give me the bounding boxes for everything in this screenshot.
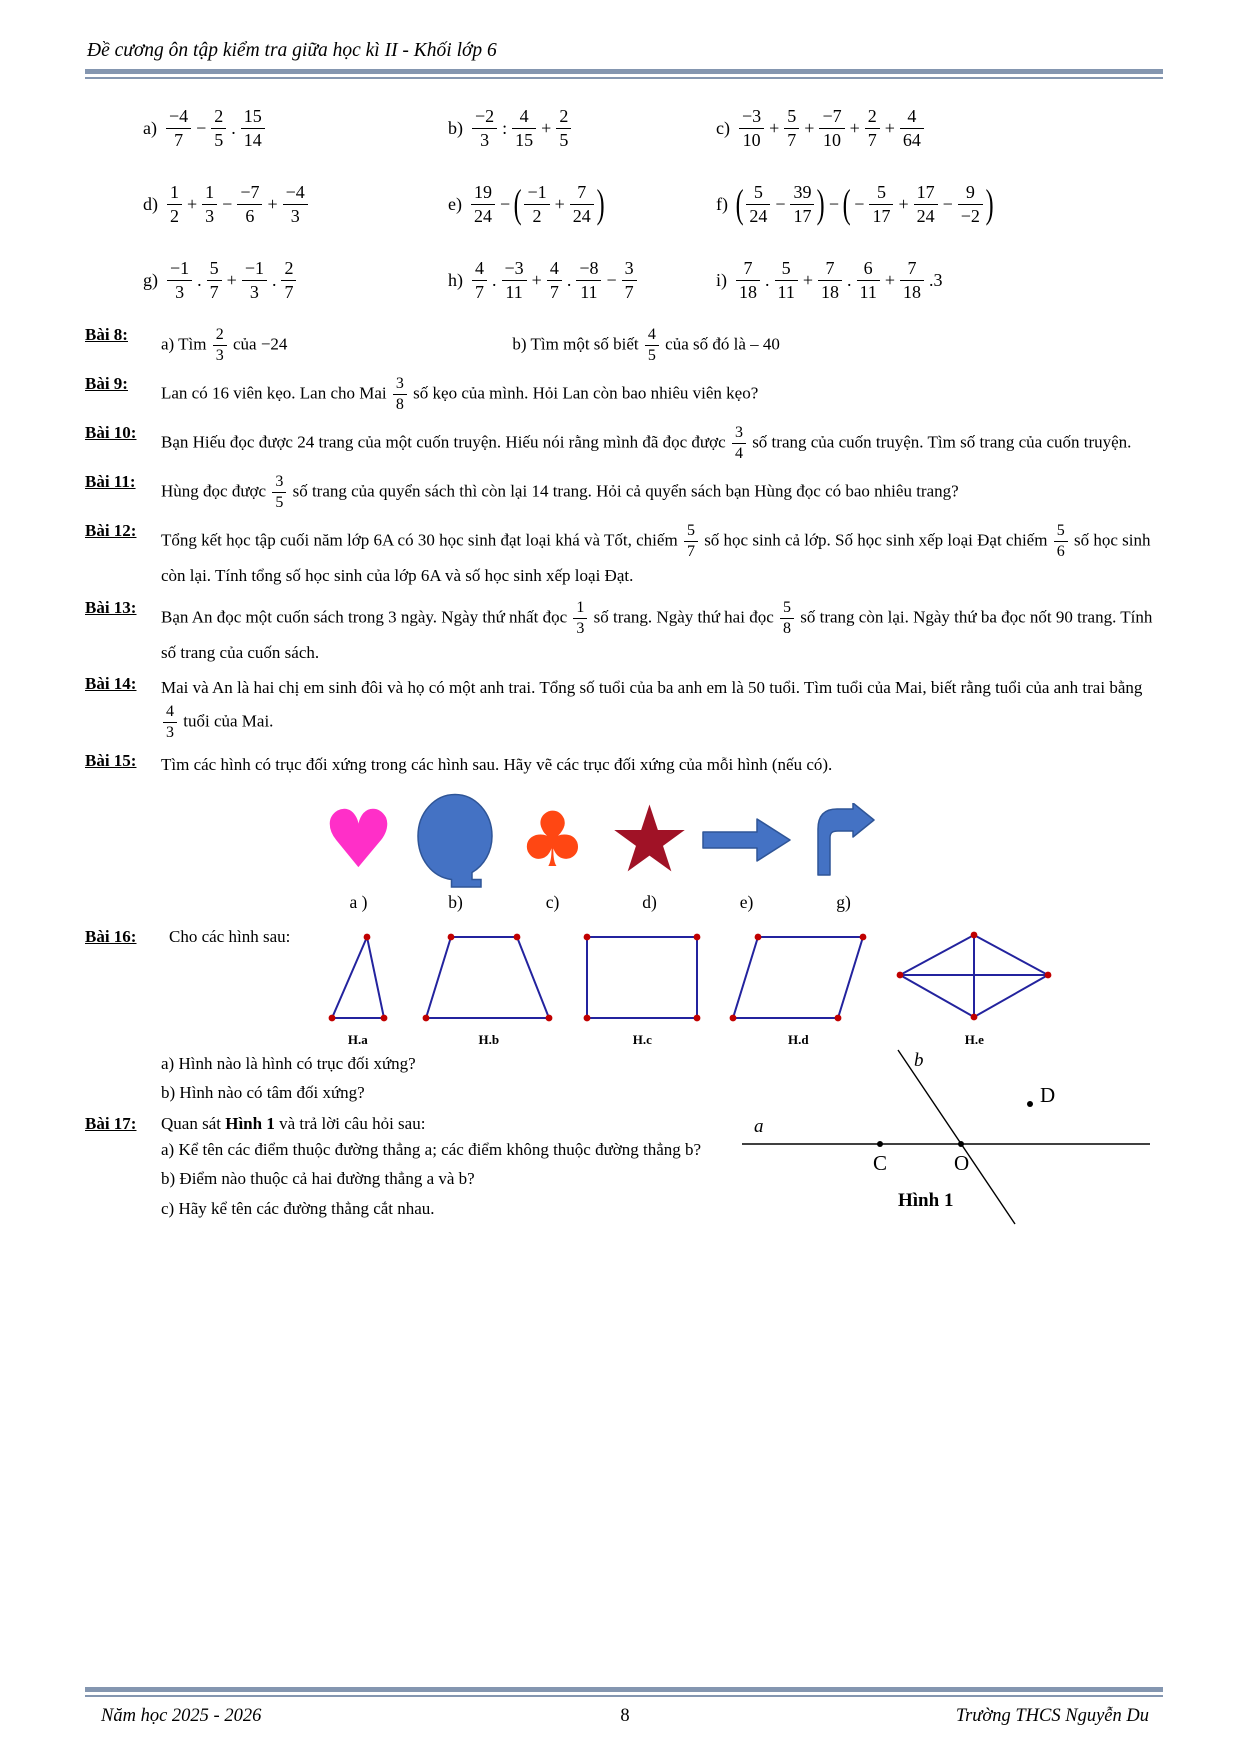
- exercise-label: a): [143, 117, 157, 138]
- problem-text: [161, 521, 1163, 590]
- text-token: b) Tìm một số biết: [512, 334, 643, 354]
- exercise-expression: [470, 105, 573, 151]
- fraction: $\frac{3}{7}$: [622, 257, 637, 303]
- fraction: $\frac{19}{24}$: [471, 181, 495, 227]
- exercise-label: i): [716, 269, 727, 290]
- text-token: +: [802, 269, 813, 290]
- footer-rule: [85, 1687, 1163, 1697]
- problem-text: [161, 472, 1163, 513]
- fraction: $\frac{39}{17}$: [790, 181, 814, 227]
- problem-bai10: [85, 423, 1163, 464]
- fraction: $\frac{9}{-2}$: [958, 181, 983, 227]
- problem-label: Bài 9:: [85, 374, 128, 393]
- figure-parallelogram: [728, 931, 868, 1048]
- text-token: Lan có 16 viên kẹo. Lan cho Mai: [161, 383, 391, 403]
- figure-label: H.a: [347, 1032, 368, 1048]
- fraction: $\frac{1}{3}$: [573, 598, 587, 639]
- text-token: +: [884, 269, 895, 290]
- fraction: $\frac{2}{7}$: [865, 105, 880, 151]
- parenthesis: (: [735, 181, 744, 226]
- shape-cell-a: [310, 792, 407, 888]
- exercise-label: d): [143, 193, 158, 214]
- text-token: +: [884, 117, 895, 138]
- point-c-dot: [877, 1141, 883, 1147]
- problem-text: [161, 423, 1163, 464]
- figure-label: H.c: [632, 1032, 652, 1048]
- exercise-expression: [734, 257, 946, 303]
- text-token: +: [898, 193, 909, 214]
- text-token: số kẹo của mình. Hỏi Lan còn bao nhiêu viên kẹo?: [408, 383, 759, 403]
- parenthesis: ): [817, 181, 826, 226]
- fraction: $\frac{3}{8}$: [393, 374, 407, 415]
- hinh1-caption: Hình 1: [898, 1189, 954, 1211]
- exercise-b: [448, 105, 716, 151]
- problem-text: [161, 598, 1163, 667]
- text-token: .: [197, 269, 202, 290]
- fraction: $\frac{3}{5}$: [272, 472, 286, 513]
- text-token: Tổng kết học tập cuối năm lớp 6A có 30 học sinh đạt loại khá và Tốt, chiếm: [161, 530, 682, 550]
- problem-text: [161, 374, 1163, 415]
- exercise-g: [143, 257, 448, 303]
- text-token: −: [942, 193, 953, 214]
- page-title: Đề cương ôn tập kiểm tra giữa học kì II - Khối lớp 6: [87, 40, 497, 61]
- text-token: −: [499, 193, 511, 214]
- bai17-question-c: c) Hãy kể tên các đường thẳng cắt nhau.: [161, 1198, 435, 1218]
- text-token: .: [765, 269, 770, 290]
- text-token: số trang. Ngày thứ hai đọc: [589, 606, 778, 626]
- shape-cell-d: [601, 786, 698, 894]
- header-rule: [85, 69, 1163, 79]
- problem-label: Bài 12:: [85, 521, 137, 540]
- bai17-question-b: b) Điểm nào thuộc cả hai đường thẳng a và b?: [161, 1169, 475, 1189]
- bent-arrow-icon: [811, 803, 877, 877]
- symmetry-shapes-row: [310, 786, 895, 894]
- bai16-question-a: a) Hình nào là hình có trục đối xứng?: [161, 1054, 416, 1074]
- problem-text: [161, 325, 1163, 366]
- text-token: −: [854, 193, 865, 214]
- fraction: $\frac{17}{24}$: [914, 181, 938, 227]
- shape-cell-b: [407, 792, 504, 888]
- bai16-figures: [320, 927, 1054, 1048]
- fraction: $\frac{5}{7}$: [784, 105, 799, 151]
- word-problems: [85, 325, 1163, 778]
- shape-cell-c: [504, 792, 601, 888]
- line-b-label: b: [914, 1049, 924, 1071]
- shape-cell-e: [698, 792, 795, 888]
- fraction: $\frac{2}{5}$: [556, 105, 571, 151]
- page-header: [85, 40, 1163, 79]
- problem-label: Bài 10:: [85, 423, 137, 442]
- text-token: Mai và An là hai chị em sinh đôi và họ có một anh trai. Tổng số tuổi của ba anh em là 50 tuổi. Tìm tuổi của Mai, biết rằng tuổi của anh trai bằng: [161, 678, 1147, 698]
- text-token: −: [606, 269, 617, 290]
- heart-icon: ♥: [322, 793, 395, 887]
- fraction: $\frac{4}{64}$: [900, 105, 924, 151]
- problem-bai12: [85, 521, 1163, 590]
- problem-text: [161, 751, 1096, 779]
- fraction: $\frac{3}{4}$: [732, 423, 746, 464]
- fraction-exercise-row: [85, 167, 1163, 241]
- fraction: $\frac{-3}{10}$: [739, 105, 764, 151]
- figure-label: H.b: [478, 1032, 500, 1048]
- point-c-label: C: [873, 1150, 888, 1175]
- shape-cell-g: [795, 792, 892, 888]
- text-token: .: [492, 269, 497, 290]
- text-token: số trang của cuốn truyện. Tìm số trang của cuốn truyện.: [747, 432, 1132, 452]
- shape-label-g: g): [836, 892, 851, 913]
- fraction: $\frac{-2}{3}$: [472, 105, 497, 151]
- exercise-label: e): [448, 193, 462, 214]
- text-token: Tìm các hình có trục đối xứng trong các hình sau. Hãy vẽ các trục đối xứng của mỗi hình (nếu có).: [161, 754, 833, 774]
- text-token: +: [541, 117, 552, 138]
- bai16-intro: Cho các hình sau:: [169, 927, 291, 947]
- text-token: số trang của quyển sách thì còn lại 14 trang. Hỏi cả quyển sách bạn Hùng đọc có bao nhiêu trang?: [288, 481, 959, 501]
- problem-bai14: [85, 674, 1163, 743]
- problem-bai9: [85, 374, 1163, 415]
- problem-bai8: [85, 325, 1163, 366]
- figure-label: H.d: [788, 1032, 809, 1048]
- problem-label: Bài 16:: [85, 927, 137, 947]
- exercise-expression: [469, 181, 605, 227]
- fraction: $\frac{-8}{11}$: [576, 257, 601, 303]
- text-token: a) Tìm: [161, 334, 211, 354]
- fraction: $\frac{7}{18}$: [900, 257, 924, 303]
- point-o-dot: [958, 1141, 964, 1147]
- text-token: .: [847, 269, 852, 290]
- figure-rectangle: [582, 931, 702, 1048]
- text-token: Hùng đọc được: [161, 481, 271, 501]
- text-token: số trang còn lại. Ngày thứ ba đọc nốt 90 trang. Tính số trang của cuốn sách.: [161, 606, 1157, 662]
- shape-label-a: a ): [349, 892, 368, 913]
- problem-bai15: [85, 751, 1163, 779]
- text-token: +: [849, 117, 860, 138]
- fraction: $\frac{-7}{6}$: [237, 181, 262, 227]
- document-content: [85, 79, 1163, 1680]
- text-token: :: [502, 117, 508, 138]
- fraction: $\frac{1}{2}$: [167, 181, 182, 227]
- text-token: tuổi của Mai.: [179, 711, 274, 730]
- fraction: $\frac{-1}{3}$: [167, 257, 192, 303]
- page-footer: [85, 1680, 1163, 1727]
- bai17-intro-suffix: và trả lời câu hỏi sau:: [274, 1113, 426, 1133]
- shape-label-e: e): [739, 892, 754, 913]
- text-token: Bạn Hiếu đọc được 24 trang của một cuốn truyện. Hiếu nói rằng mình đã đọc được: [161, 432, 730, 452]
- problem-label: Bài 13:: [85, 597, 137, 617]
- shape-label-d: d): [642, 892, 657, 913]
- footer-school-name: Trường THCS Nguyễn Du: [955, 1706, 1149, 1726]
- exercise-a: [143, 105, 448, 151]
- fraction-exercise-row: [85, 91, 1163, 165]
- bai17-intro-figure-ref: Hình 1: [225, 1113, 275, 1133]
- bai17-question-a: a) Kể tên các điểm thuộc đường thẳng a; các điểm không thuộc đường thẳng b?: [161, 1139, 702, 1159]
- text-token: của −24: [228, 334, 288, 354]
- fraction-exercises: [85, 91, 1163, 317]
- fraction: $\frac{2}{5}$: [211, 105, 226, 151]
- symmetry-shapes-block: [310, 786, 895, 913]
- text-token: −: [222, 193, 233, 214]
- exercise-label: h): [448, 269, 463, 290]
- bai16-question-b: b) Hình nào có tâm đối xứng?: [161, 1083, 365, 1103]
- text-token: .: [271, 269, 277, 290]
- figure-triangle: [320, 931, 395, 1048]
- fraction: $\frac{5}{24}$: [746, 181, 770, 227]
- text-token: +: [554, 193, 565, 214]
- problem-bai13: [85, 598, 1163, 667]
- footer-school-year: Năm học 2025 - 2026: [101, 1706, 262, 1726]
- exercise-label: b): [448, 117, 463, 138]
- fraction: $\frac{-4}{7}$: [166, 105, 191, 151]
- text-token: .3: [929, 269, 943, 290]
- exercise-expression: [470, 257, 639, 303]
- club-icon: ♣: [518, 795, 587, 885]
- star-icon: ★: [608, 786, 691, 894]
- text-token: +: [187, 193, 198, 214]
- exercise-label: g): [143, 269, 158, 290]
- text-token: +: [769, 117, 780, 138]
- exercise-i: [716, 257, 1163, 303]
- text-token: −: [828, 193, 839, 214]
- fraction: $\frac{2}{3}$: [213, 325, 227, 366]
- text-token: +: [226, 269, 237, 290]
- problem-label: Bài 14:: [85, 674, 137, 694]
- fraction: $\frac{4}{3}$: [163, 702, 177, 743]
- fraction: $\frac{-7}{10}$: [819, 105, 844, 151]
- fraction: $\frac{15}{14}$: [241, 105, 265, 151]
- speech-bubble-icon: [415, 791, 497, 889]
- fraction: $\frac{5}{11}$: [775, 257, 798, 303]
- exercise-expression: [735, 181, 994, 227]
- text-token: +: [267, 193, 278, 214]
- problem-label: Bài 15:: [85, 750, 137, 770]
- line-a-label: a: [754, 1115, 764, 1137]
- exercise-d: [143, 181, 448, 227]
- fraction: $\frac{4}{7}$: [472, 257, 487, 303]
- text-token: +: [804, 117, 815, 138]
- fraction: $\frac{2}{7}$: [281, 257, 296, 303]
- exercise-e: [448, 181, 716, 227]
- fraction: $\frac{5}{8}$: [780, 598, 794, 639]
- fraction: $\frac{-1}{3}$: [242, 257, 267, 303]
- bai17-intro-prefix: Quan sát: [161, 1113, 226, 1133]
- fraction: $\frac{-3}{11}$: [502, 257, 527, 303]
- exercise-label: f): [716, 193, 728, 214]
- problem-label: Bài 17:: [85, 1113, 137, 1133]
- fraction: $\frac{4}{7}$: [547, 257, 562, 303]
- point-d-dot: [1027, 1101, 1033, 1107]
- fraction: $\frac{5}{17}$: [869, 181, 893, 227]
- footer-page-number: 8: [620, 1706, 630, 1726]
- exercise-expression: [737, 105, 926, 151]
- hinh1-figure: [730, 1044, 1160, 1234]
- fraction: $\frac{5}{7}$: [684, 521, 698, 562]
- fraction: $\frac{7}{18}$: [818, 257, 842, 303]
- text-token: −: [196, 117, 207, 138]
- symmetry-shape-labels: [310, 892, 895, 913]
- problem-label: Bài 8:: [85, 325, 128, 344]
- exercise-expression: [165, 257, 298, 303]
- fraction: $\frac{5}{6}$: [1054, 521, 1068, 562]
- parenthesis: (: [513, 181, 522, 226]
- fraction-exercise-row: [85, 243, 1163, 317]
- point-o-label: O: [954, 1150, 970, 1175]
- problem-text: [161, 674, 1163, 743]
- text-token: số học sinh còn lại. Tính tổng số học sinh của lớp 6A và số học sinh xếp loại Đạt.: [161, 530, 1155, 585]
- fraction: $\frac{6}{11}$: [857, 257, 880, 303]
- fraction: $\frac{4}{15}$: [512, 105, 536, 151]
- point-d-label: D: [1040, 1082, 1056, 1107]
- fraction: $\frac{-4}{3}$: [283, 181, 308, 227]
- figure-rhombus-with-diagonals: [894, 927, 1054, 1048]
- exercise-expression: [165, 181, 310, 227]
- figure-trapezoid: [421, 931, 556, 1048]
- text-token: số học sinh cả lớp. Số học sinh xếp loại Đạt chiếm: [699, 530, 1052, 550]
- problem-label: Bài 11:: [85, 472, 136, 491]
- figure-label: H.e: [964, 1032, 984, 1048]
- exercise-f: [716, 181, 1163, 227]
- fraction: $\frac{-1}{2}$: [524, 181, 549, 227]
- shape-label-c: c): [545, 892, 560, 913]
- fraction: $\frac{5}{7}$: [207, 257, 222, 303]
- fraction: $\frac{1}{3}$: [202, 181, 217, 227]
- right-arrow-icon: [701, 816, 793, 864]
- problem-bai11: [85, 472, 1163, 513]
- exercise-label: c): [716, 117, 730, 138]
- text-token: −: [775, 193, 786, 214]
- text-token: .: [566, 269, 572, 290]
- text-token: .: [231, 117, 236, 138]
- text-token: Bạn An đọc một cuốn sách trong 3 ngày. Ngày thứ nhất đọc: [161, 606, 572, 626]
- exercise-h: [448, 257, 716, 303]
- parenthesis: ): [596, 181, 605, 226]
- shape-label-b: b): [448, 892, 463, 913]
- parenthesis: (: [842, 181, 851, 226]
- exercise-c: [716, 105, 1163, 151]
- exercise-expression: [164, 105, 267, 151]
- parenthesis: ): [985, 181, 994, 226]
- fraction: $\frac{7}{18}$: [736, 257, 760, 303]
- fraction: $\frac{4}{5}$: [645, 325, 659, 366]
- text-token: của số đó là – 40: [660, 334, 780, 354]
- text-token: +: [531, 269, 542, 290]
- fraction: $\frac{7}{24}$: [570, 181, 594, 227]
